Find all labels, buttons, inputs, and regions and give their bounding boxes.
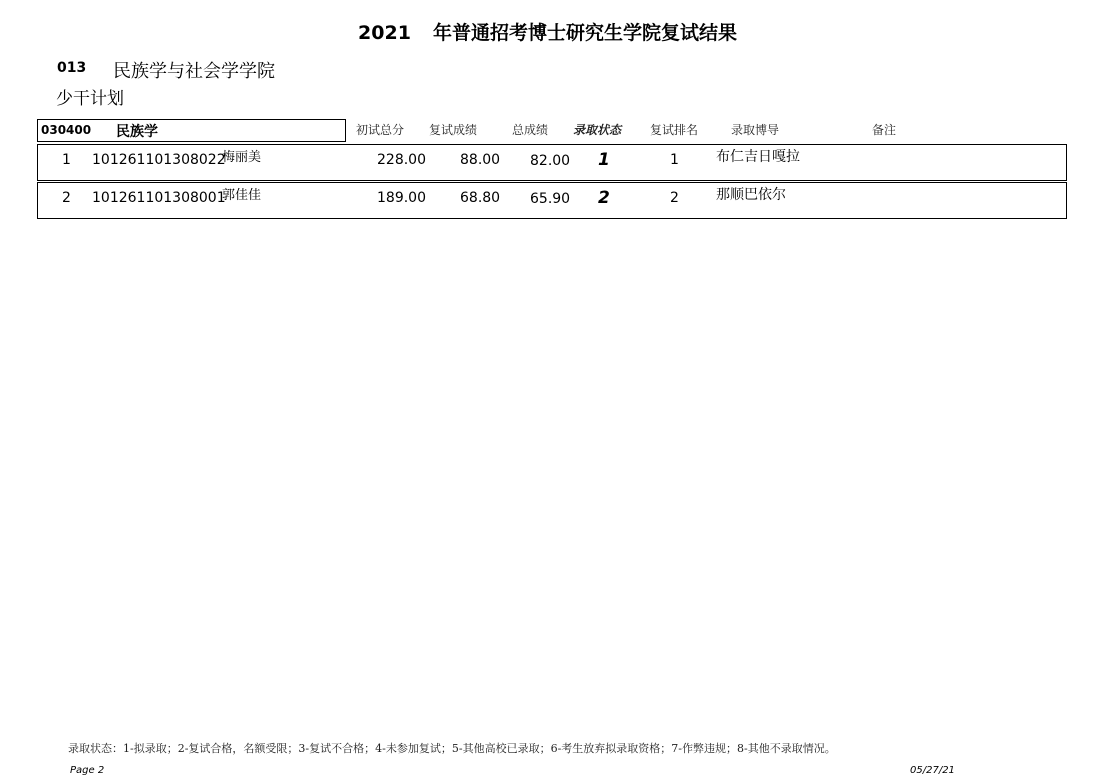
print-date: 05/27/21 [910,765,955,776]
title-text: 年普通招考博士研究生学院复试结果 [432,22,737,44]
header-retest-score: 复试成绩 [429,123,478,137]
header-admission-status: 录取状态 [573,123,622,137]
title-year: 2021 [358,22,411,44]
page-number: Page 2 [70,765,105,776]
header-retest-rank: 复试排名 [650,123,699,137]
retest-rank: 1 [670,152,679,168]
header-initial-total: 初试总分 [356,123,405,137]
header-total-score: 总成绩 [512,123,549,137]
retest-rank: 2 [670,190,679,206]
status-legend: 录取状态：1-拟录取；2-复试合格，名额受限；3-复试不合格；4-未参加复试；5-其他高校已录取；6-考生放弃拟录取资格；7-作弊违规；8-其他不录取情况。 [68,742,836,755]
row-number: 2 [62,190,71,206]
college-code: 013 [57,60,87,76]
admission-status: 1 [598,150,610,170]
row-number: 1 [62,152,71,168]
major-code: 030400 [41,123,92,137]
initial-total: 189.00 [377,190,426,206]
header-advisor: 录取博导 [731,123,780,137]
retest-score: 88.00 [460,152,501,168]
college-name: 民族学与社会学学院 [113,61,275,82]
initial-total: 228.00 [377,152,426,168]
total-score: 82.00 [530,153,571,169]
candidate-name: 梅丽美 [222,150,262,165]
advisor-name: 布仁吉日嘎拉 [716,149,800,165]
total-score: 65.90 [530,191,571,207]
candidate-id: 101261101308022 [92,152,226,168]
candidate-name: 郭佳佳 [222,188,262,203]
admission-status: 2 [598,188,610,208]
plan-name: 少干计划 [56,89,124,109]
major-name: 民族学 [116,124,158,140]
header-remarks: 备注 [872,123,897,137]
candidate-id: 101261101308001 [92,190,226,206]
page-title [0,18,1095,45]
advisor-name: 那顺巴依尔 [716,187,786,203]
retest-score: 68.80 [460,190,501,206]
